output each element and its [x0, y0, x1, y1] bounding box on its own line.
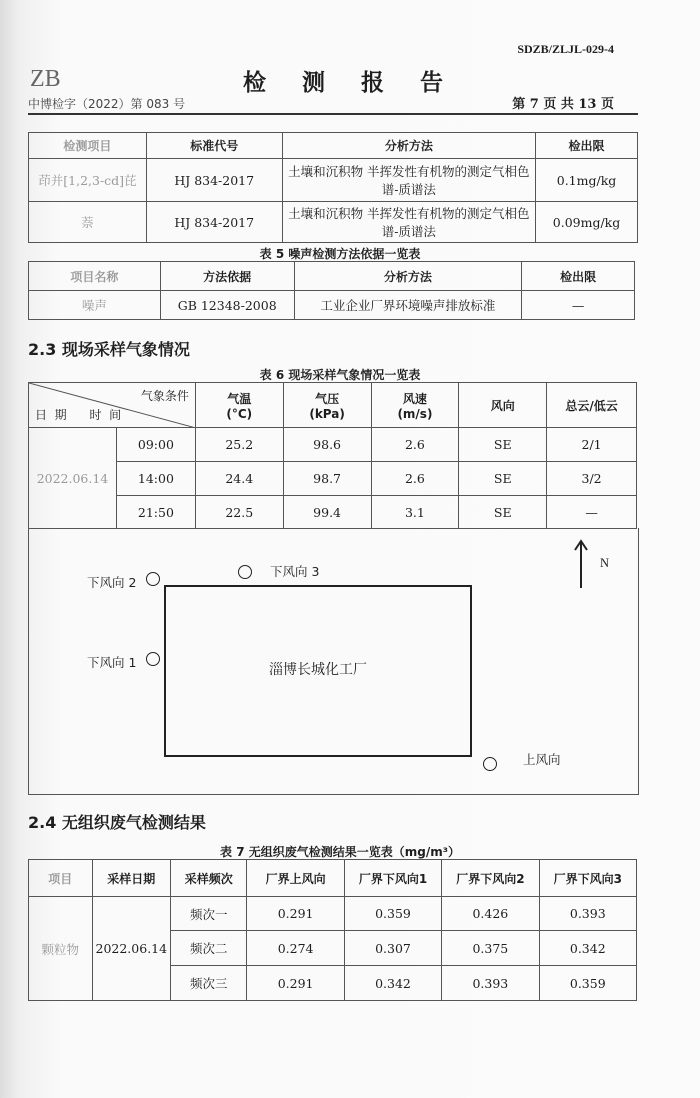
cell-item: 萘 — [29, 202, 147, 243]
north-label: N — [600, 556, 610, 570]
corner-bottom-label: 日 期 时 间 — [35, 408, 122, 422]
cell-method: 土壤和沉积物 半挥发性有机物的测定气相色谱-质谱法 — [282, 202, 535, 243]
cell-pressure: 99.4 — [283, 496, 371, 529]
windspeed-label: 风速 — [402, 391, 427, 406]
cell-upwind: 0.274 — [247, 931, 344, 966]
cell-downwind3: 0.393 — [539, 897, 636, 931]
col-header-downwind1: 厂界下风向1 — [344, 860, 441, 897]
point-label-up: 上风向 — [523, 752, 561, 767]
cell-pressure: 98.7 — [283, 462, 371, 496]
cell-standard: HJ 834-2017 — [146, 159, 282, 202]
sampling-point-down3-icon — [238, 565, 252, 579]
col-header-frequency: 采样频次 — [171, 860, 247, 897]
cell-winddir: SE — [459, 462, 547, 496]
col-header-basis: 方法依据 — [160, 262, 294, 291]
cell-upwind: 0.291 — [247, 966, 344, 1001]
report-number: 中博检字（2022）第 083 号 — [28, 97, 186, 111]
page-number: 第 7 页 共 13 页 — [512, 97, 614, 112]
cell-method: 工业企业厂界环境噪声排放标准 — [294, 291, 522, 320]
col-header-date: 采样日期 — [92, 860, 171, 897]
cell-downwind3: 0.342 — [539, 931, 636, 966]
table-row — [29, 202, 638, 243]
col-header-method: 分析方法 — [294, 262, 522, 291]
cell-method: 土壤和沉积物 半挥发性有机物的测定气相色谱-质谱法 — [282, 159, 535, 202]
corner-header — [29, 383, 196, 428]
table-row — [29, 462, 637, 496]
cell-winddir: SE — [459, 496, 547, 529]
cell-temp: 25.2 — [195, 428, 283, 462]
cell-item: 茚并[1,2,3-cd]芘 — [29, 159, 147, 202]
cell-downwind1: 0.342 — [344, 966, 441, 1001]
cell-frequency: 频次三 — [171, 966, 247, 1001]
col-header-limit: 检出限 — [536, 133, 638, 159]
col-header-limit: 检出限 — [522, 262, 635, 291]
table5-caption: 表 5 噪声检测方法依据一览表 — [259, 247, 421, 261]
methods-table-continued — [28, 132, 638, 243]
table-row — [29, 897, 637, 931]
col-header-item: 检测项目 — [29, 133, 147, 159]
col-header-item: 项目名称 — [29, 262, 161, 291]
cell-frequency: 频次二 — [171, 931, 247, 966]
cell-date: 2022.06.14 — [92, 897, 171, 1001]
cell-basis: GB 12348-2008 — [160, 291, 294, 320]
cell-windspeed: 3.1 — [371, 496, 459, 529]
plant-name: 淄博长城化工厂 — [269, 662, 367, 678]
header-rule — [28, 113, 638, 115]
col-header-standard: 标准代号 — [146, 133, 282, 159]
cell-limit: 0.09mg/kg — [536, 202, 638, 243]
table-row — [29, 159, 638, 202]
sampling-point-down2-icon — [146, 572, 160, 586]
cell-limit: 0.1mg/kg — [536, 159, 638, 202]
sampling-point-down1-icon — [146, 652, 160, 666]
cell-date: 2022.06.14 — [29, 428, 117, 529]
table7-caption: 表 7 无组织废气检测结果一览表（mg/m³） — [220, 845, 460, 859]
col-header-windspeed — [371, 383, 459, 428]
page-title: 检 测 报 告 — [242, 70, 458, 96]
table6-caption: 表 6 现场采样气象情况一览表 — [259, 368, 421, 382]
col-header-downwind2: 厂界下风向2 — [442, 860, 539, 897]
section-heading-2-3: 2.3 现场采样气象情况 — [28, 340, 190, 359]
cell-downwind2: 0.393 — [442, 966, 539, 1001]
cell-temp: 24.4 — [195, 462, 283, 496]
col-header-item: 项目 — [29, 860, 93, 897]
cell-time: 21:50 — [116, 496, 195, 529]
table-row — [29, 291, 635, 320]
col-header-downwind3: 厂界下风向3 — [539, 860, 636, 897]
col-header-winddir: 风向 — [459, 383, 547, 428]
company-logo: ZB — [30, 66, 61, 92]
cell-windspeed: 2.6 — [371, 462, 459, 496]
weather-table — [28, 382, 637, 529]
cell-cloud: 2/1 — [547, 428, 637, 462]
cell-limit: — — [522, 291, 635, 320]
cell-time: 14:00 — [116, 462, 195, 496]
cell-downwind3: 0.359 — [539, 966, 636, 1001]
cell-winddir: SE — [459, 428, 547, 462]
temp-unit: (°C) — [226, 406, 253, 421]
table-row — [29, 496, 637, 529]
cell-item: 颗粒物 — [29, 897, 93, 1001]
sampling-diagram — [28, 528, 639, 795]
sampling-point-up-icon — [483, 757, 497, 771]
cell-downwind1: 0.307 — [344, 931, 441, 966]
cell-upwind: 0.291 — [247, 897, 344, 931]
cell-pressure: 98.6 — [283, 428, 371, 462]
noise-method-table — [28, 261, 635, 320]
fugitive-gas-table — [28, 859, 637, 1001]
table-row — [29, 428, 637, 462]
document-code: SDZB/ZLJL-029-4 — [517, 42, 614, 56]
col-header-temp — [195, 383, 283, 428]
col-header-method: 分析方法 — [282, 133, 535, 159]
point-label-down1: 下风向 1 — [87, 655, 137, 670]
corner-top-label: 气象条件 — [140, 389, 189, 403]
cell-item: 噪声 — [29, 291, 161, 320]
cell-cloud: 3/2 — [547, 462, 637, 496]
col-header-cloud: 总云/低云 — [547, 383, 637, 428]
section-heading-2-4: 2.4 无组织废气检测结果 — [28, 813, 206, 832]
cell-temp: 22.5 — [195, 496, 283, 529]
cell-time: 09:00 — [116, 428, 195, 462]
cell-windspeed: 2.6 — [371, 428, 459, 462]
cell-standard: HJ 834-2017 — [146, 202, 282, 243]
cell-downwind2: 0.375 — [442, 931, 539, 966]
cell-downwind2: 0.426 — [442, 897, 539, 931]
pressure-label: 气压 — [315, 391, 340, 406]
cell-frequency: 频次一 — [171, 897, 247, 931]
temp-label: 气温 — [227, 391, 252, 406]
plant-outline — [164, 585, 472, 757]
pressure-unit: (kPa) — [309, 406, 345, 421]
col-header-pressure — [283, 383, 371, 428]
cell-cloud: — — [547, 496, 637, 529]
point-label-down2: 下风向 2 — [87, 575, 137, 590]
point-label-down3: 下风向 3 — [270, 564, 320, 579]
windspeed-unit: (m/s) — [397, 406, 433, 421]
cell-downwind1: 0.359 — [344, 897, 441, 931]
col-header-upwind: 厂界上风向 — [247, 860, 344, 897]
